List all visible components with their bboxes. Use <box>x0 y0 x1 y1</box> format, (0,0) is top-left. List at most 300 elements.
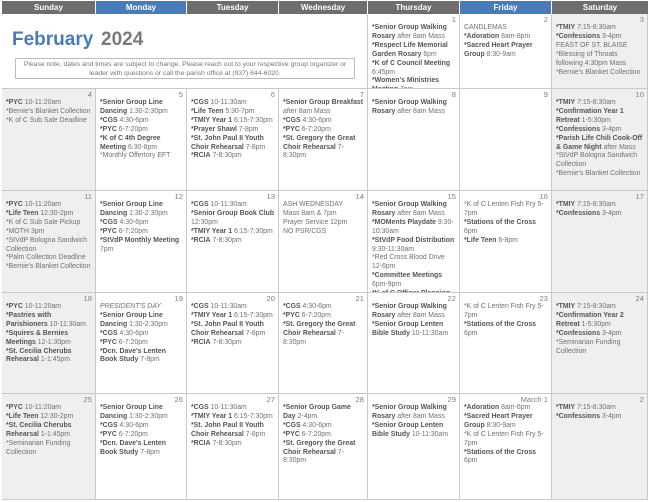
event-detail: 6pm <box>464 457 478 465</box>
event-detail: 6-7:20pm <box>116 125 148 133</box>
event-detail: 1:30-2:30pm <box>127 412 168 420</box>
day-number: 14 <box>355 192 364 201</box>
event-item <box>556 108 644 126</box>
event-item <box>283 201 364 210</box>
event-item <box>6 413 92 422</box>
event-item <box>191 422 275 440</box>
event-item <box>191 321 275 339</box>
event-title: *TMIY Year 1 <box>191 311 233 319</box>
event-detail: *Seminarian Funding Collection <box>6 439 71 456</box>
day-number: 20 <box>266 294 275 303</box>
event-detail: 2-4pm <box>295 412 318 420</box>
event-list <box>464 24 548 60</box>
event-item <box>6 201 92 210</box>
day-number: 10 <box>635 90 644 99</box>
event-title: *Sacred Heart Prayer Group <box>464 41 533 58</box>
event-detail: 6pm <box>464 329 478 337</box>
event-detail: 12-1:30pm <box>35 338 71 346</box>
event-detail: *Bernie's Blanket Collection <box>556 68 641 76</box>
event-item <box>283 321 364 348</box>
event-item <box>100 312 183 330</box>
event-title: *CGS <box>283 116 301 124</box>
event-detail: 6:15-7:30pm <box>232 412 273 420</box>
day-number: 11 <box>84 192 92 201</box>
day-number: 7 <box>359 90 364 99</box>
event-detail: *Monthly Offertory EFT <box>100 152 171 160</box>
event-title: *Senior Group Line Dancing <box>100 201 163 217</box>
event-item <box>464 201 548 219</box>
event-title: *Confessions <box>556 32 601 40</box>
event-list <box>283 303 364 348</box>
day-number: 15 <box>447 192 456 201</box>
event-item <box>372 254 456 272</box>
event-item <box>100 431 183 440</box>
event-detail: 7:15-8:30am <box>575 201 616 208</box>
event-detail: 9:30-11:30am <box>372 245 415 253</box>
day-number: 24 <box>635 294 644 303</box>
event-detail: 7-8:30pm <box>210 439 242 447</box>
event-detail: ASH WEDNESDAY <box>283 201 343 208</box>
event-item <box>372 42 456 60</box>
event-title: *PYC <box>283 430 300 438</box>
event-item <box>191 152 275 161</box>
day-header-sunday: Sunday <box>2 1 95 14</box>
event-item <box>6 330 92 348</box>
event-title: *Confessions <box>556 209 601 217</box>
day-number: 4 <box>87 90 92 99</box>
day-header-saturday: Saturday <box>552 1 648 14</box>
day-cell <box>279 191 368 293</box>
event-detail: 8am-6pm <box>499 404 531 411</box>
event-title: *CGS <box>100 218 118 226</box>
event-title: *Life Teen <box>6 209 39 217</box>
day-cell <box>187 293 279 394</box>
event-detail: 7:15-8:30am <box>575 24 616 31</box>
event-list <box>191 404 275 449</box>
event-detail: 7-8:30pm <box>283 143 344 160</box>
event-detail: 7-8pm <box>138 448 160 456</box>
event-detail: after 8am Mass <box>395 209 445 217</box>
event-title: *PYC <box>100 125 117 133</box>
day-cell <box>368 14 460 89</box>
event-title: *Senior Group Walking Rosary <box>372 404 447 420</box>
event-detail: 3-4pm <box>600 125 622 133</box>
event-item <box>100 339 183 348</box>
event-item <box>6 219 92 228</box>
day-number: 22 <box>447 294 456 303</box>
event-item <box>191 312 275 321</box>
event-item <box>100 440 183 458</box>
day-cell <box>2 394 96 500</box>
event-item <box>464 404 548 413</box>
event-detail: *StVdP Bologna Sandwich Collection <box>556 152 638 169</box>
event-title: *Senior Group Line Dancing <box>100 99 163 115</box>
event-title: *Senior Group Breakfast <box>283 99 364 106</box>
event-detail: 3-4pm <box>600 209 622 217</box>
day-cell <box>460 293 552 394</box>
year-title: 2024 <box>101 29 144 50</box>
event-title: *PYC <box>6 201 23 208</box>
event-detail: 7:15-8:30am <box>575 303 616 310</box>
day-cell <box>552 14 648 89</box>
event-title: *Life Teen <box>6 412 39 420</box>
event-title: *CGS <box>100 116 118 124</box>
event-item <box>191 135 275 153</box>
day-cell <box>552 394 648 500</box>
event-title: *St. Gregory the Great Choir Rehearsal <box>283 320 356 337</box>
event-detail: after 8am Mass <box>395 412 445 420</box>
event-item <box>6 99 92 108</box>
day-number: 25 <box>83 395 92 404</box>
event-list <box>283 99 364 161</box>
event-item <box>191 413 275 422</box>
event-item <box>556 170 644 179</box>
event-item <box>191 108 275 117</box>
event-item <box>556 201 644 210</box>
event-item <box>6 348 92 366</box>
event-title: *K of C 4th Degree Meeting <box>100 134 161 151</box>
event-title: *TMIY Year 1 <box>191 116 233 124</box>
month-banner <box>2 14 368 89</box>
day-cell <box>552 89 648 191</box>
event-detail: 7:15-8:30am <box>575 404 616 411</box>
day-header-monday: Monday <box>96 1 186 14</box>
event-detail: 3-4pm <box>600 32 622 40</box>
event-list <box>283 404 364 466</box>
event-title: *CGS <box>191 404 209 411</box>
event-item <box>6 228 92 237</box>
day-cell <box>187 394 279 500</box>
event-list <box>556 404 644 422</box>
event-detail: 5:30-7pm <box>223 107 255 115</box>
event-title: *Parish Life Chili Cook-Off & Game Night <box>556 134 643 151</box>
event-item <box>464 33 548 42</box>
event-item <box>100 228 183 237</box>
event-item <box>6 254 92 263</box>
day-number: 29 <box>447 395 456 404</box>
event-detail: FEAST OF ST. BLAISE <box>556 41 628 49</box>
event-title: *St. Gregory the Great Choir Rehearsal <box>283 134 356 151</box>
event-title: *Senior Group Lenten Bible Study <box>372 320 444 337</box>
event-detail: 1:30-2:30pm <box>127 209 168 217</box>
event-item <box>6 440 92 458</box>
event-list <box>372 201 456 293</box>
event-detail: 7-8:30pm <box>283 329 344 346</box>
day-cell <box>460 394 552 500</box>
event-item <box>6 422 92 440</box>
event-list <box>6 404 92 457</box>
event-item <box>556 404 644 413</box>
day-number: 27 <box>266 395 275 404</box>
event-detail: 6-7:20pm <box>299 430 331 438</box>
event-title: *Committee Meetings <box>372 272 443 280</box>
day-number: 28 <box>355 395 364 404</box>
event-title: *CGS <box>283 303 301 310</box>
event-title: *Senior Group Game Day <box>283 404 351 420</box>
event-list <box>556 24 644 77</box>
event-detail: 4:30-6pm <box>300 303 332 310</box>
event-title: *PYC <box>283 125 300 133</box>
event-detail: 10-11:20am <box>22 303 62 310</box>
event-title: *Dcn. Dave's Lenten Book Study <box>100 439 166 456</box>
event-title: *Senior Group Lenten Bible Study <box>372 421 444 438</box>
event-detail: *K of C Lenten Fish Fry 5-7pm <box>464 430 544 447</box>
event-list <box>464 303 548 339</box>
event-detail: PRESIDENT'S DAY <box>100 303 161 310</box>
event-item <box>191 303 275 312</box>
event-detail: 6-7:20pm <box>299 125 331 133</box>
event-detail: 10-11:20am <box>22 201 62 208</box>
event-detail: 6:30-8pm <box>126 143 158 151</box>
event-detail: 6-7:20pm <box>116 430 148 438</box>
event-detail: Prayer Service 12pm <box>283 218 348 226</box>
event-item <box>100 422 183 431</box>
event-item <box>100 117 183 126</box>
event-title: *St. John Paul II Youth Choir Rehearsal <box>191 320 264 337</box>
event-item <box>283 219 364 228</box>
day-header-thursday: Thursday <box>368 1 459 14</box>
event-detail: 4:30-6pm <box>117 116 149 124</box>
event-detail: 1-1:45pm <box>38 356 70 364</box>
event-detail: 6:15-7:30pm <box>232 116 273 124</box>
event-detail: 10-11:30am <box>47 320 86 328</box>
event-item <box>283 312 364 321</box>
day-cell <box>2 191 96 293</box>
event-detail: *Bernie's Blanket Collection <box>6 107 91 115</box>
event-detail: after 8am Mass <box>395 32 445 40</box>
event-detail: 6-7:20pm <box>116 227 148 235</box>
day-number: 6 <box>270 90 275 99</box>
event-item <box>100 126 183 135</box>
event-detail: Mass 8am & 7pm <box>283 209 337 217</box>
event-title: *St. Cecilia Cherubs Rehearsal <box>6 421 72 438</box>
event-detail: 4:30-6pm <box>117 329 149 337</box>
event-title: *Stations of the Cross <box>464 320 536 328</box>
event-detail: 6:15-7:30pm <box>232 227 273 235</box>
day-cell <box>552 293 648 394</box>
day-number: 23 <box>539 294 548 303</box>
event-title: *St. Cecilia Cherubs Rehearsal <box>6 347 72 364</box>
event-item <box>6 237 92 255</box>
event-detail: 7:15-8:30am <box>575 99 616 106</box>
event-detail: *MOTH 3pm <box>6 227 45 235</box>
day-number: 17 <box>635 192 644 201</box>
event-detail: 10-11:30am <box>208 201 247 208</box>
event-item <box>556 339 644 357</box>
event-detail: *K of C Sub Sale Pickup <box>6 218 81 226</box>
day-number: 9 <box>543 90 548 99</box>
day-cell <box>368 394 460 500</box>
event-item <box>191 228 275 237</box>
event-detail: 4:30-6pm <box>300 116 332 124</box>
event-item <box>100 201 183 219</box>
event-item <box>191 99 275 108</box>
event-list <box>6 99 92 126</box>
event-list <box>100 99 183 161</box>
event-title: *Prayer Shawl <box>191 125 237 133</box>
event-item <box>372 24 456 42</box>
event-title: *K of C Council Meeting <box>372 59 451 67</box>
event-item <box>464 321 548 339</box>
day-cell <box>96 394 187 500</box>
event-item <box>464 24 548 33</box>
day-header-wednesday: Wednesday <box>279 1 367 14</box>
event-item <box>191 237 275 246</box>
event-item <box>372 303 456 321</box>
event-title: *Confessions <box>556 412 601 420</box>
event-item <box>283 117 364 126</box>
event-item <box>556 135 644 153</box>
day-number: 26 <box>174 395 183 404</box>
event-title: *Senior Group Walking Rosary <box>372 24 447 40</box>
event-item <box>100 303 183 312</box>
event-item <box>464 303 548 321</box>
day-cell <box>279 293 368 394</box>
event-detail: 9:30-10:30am <box>372 218 454 235</box>
event-item <box>283 228 364 237</box>
event-list <box>464 201 548 246</box>
event-item <box>556 24 644 33</box>
event-detail: 6:15-7:30pm <box>232 311 273 319</box>
month-title: February <box>12 29 94 50</box>
event-item <box>100 404 183 422</box>
event-title: *TMIY <box>556 404 576 411</box>
event-list <box>372 303 456 339</box>
event-item <box>191 201 275 210</box>
day-cell <box>460 14 552 89</box>
event-list <box>372 24 456 89</box>
event-detail: 6-7:20pm <box>116 338 148 346</box>
event-detail: 1:30-2:30pm <box>127 320 168 328</box>
day-header-tuesday: Tuesday <box>187 1 278 14</box>
event-title: *Stations of the Cross <box>464 448 536 456</box>
event-title: *Life Teen <box>191 107 224 115</box>
event-list <box>283 201 364 237</box>
event-detail: 6pm <box>464 227 478 235</box>
event-list <box>372 99 456 117</box>
event-title: *Life Teen <box>464 236 497 244</box>
event-item <box>372 77 456 89</box>
event-item <box>556 413 644 422</box>
event-list <box>6 303 92 365</box>
event-detail: after Mass <box>601 143 636 151</box>
event-title: *Respect Life Memorial Garden Rosary <box>372 41 448 58</box>
event-list <box>556 99 644 179</box>
event-item <box>556 152 644 170</box>
event-item <box>283 422 364 431</box>
event-list <box>372 404 456 440</box>
event-item <box>372 60 456 78</box>
day-cell <box>2 293 96 394</box>
day-cell <box>368 89 460 191</box>
event-item <box>6 303 92 312</box>
event-item <box>283 126 364 135</box>
event-title: *Dcn. Dave's Lenten Book Study <box>100 347 166 364</box>
event-title: *Senior Group Walking Rosary <box>372 201 447 217</box>
event-title: *Senior Group Line Dancing <box>100 311 163 328</box>
event-title: *TMIY <box>556 303 576 310</box>
event-item <box>556 42 644 51</box>
event-title: *St. Gregory the Great Choir Rehearsal <box>283 439 356 456</box>
event-detail: 12:30pm <box>191 218 218 226</box>
event-detail: 10-11:30am <box>208 303 247 310</box>
event-item <box>283 431 364 440</box>
event-title: *CGS <box>283 421 301 429</box>
event-detail: 10-11:30am <box>409 430 449 438</box>
event-item <box>191 404 275 413</box>
event-title: *CGS <box>191 201 209 208</box>
event-detail: 6pm-9pm <box>372 281 402 289</box>
day-cell <box>96 89 187 191</box>
day-number: 19 <box>174 294 183 303</box>
event-item <box>283 404 364 422</box>
day-cell <box>460 191 552 293</box>
event-detail: *K of C Lenten Fish Fry 5-7pm <box>464 303 544 319</box>
event-detail: 6pm <box>421 50 437 58</box>
event-title: *Senior Group Line Dancing <box>100 404 163 420</box>
event-title: *Confessions <box>556 329 601 337</box>
event-list <box>556 303 644 356</box>
event-item <box>6 263 92 272</box>
event-detail: *K of C Sub Sale Deadline <box>6 116 87 124</box>
event-item <box>372 237 456 255</box>
event-item <box>6 117 92 126</box>
event-list <box>100 303 183 365</box>
event-title: *MOMents Playdate <box>372 218 436 226</box>
event-item <box>556 99 644 108</box>
event-item <box>464 219 548 237</box>
event-detail: 6-8pm <box>496 236 518 244</box>
event-title: *Women's Ministries <box>372 77 439 85</box>
event-item <box>283 440 364 467</box>
day-cell <box>2 89 96 191</box>
event-title: *CGS <box>191 303 209 310</box>
event-item <box>100 152 183 161</box>
event-item <box>556 51 644 69</box>
event-list <box>191 303 275 348</box>
event-detail: CANDLEMAS <box>464 24 507 31</box>
event-item <box>556 69 644 78</box>
day-number: 5 <box>178 90 183 99</box>
event-detail: 4:30-6pm <box>300 421 332 429</box>
event-title: *TMIY <box>556 24 576 31</box>
event-detail: *Palm Collection Deadline <box>6 254 86 262</box>
event-item <box>372 422 456 440</box>
event-title: *TMIY Year 1 <box>191 227 233 235</box>
day-header-friday: Friday <box>460 1 551 14</box>
event-item <box>100 219 183 228</box>
event-item <box>6 404 92 413</box>
event-title: *RCIA <box>191 338 211 346</box>
event-title: *RCIA <box>191 152 211 160</box>
event-item <box>6 312 92 330</box>
day-cell <box>368 191 460 293</box>
event-detail: 10-11:30am <box>409 329 449 337</box>
day-number: 2 <box>543 15 548 24</box>
event-item <box>556 303 644 312</box>
event-item <box>100 330 183 339</box>
event-detail: 1-1:45pm <box>38 430 70 438</box>
event-detail: 8am-8pm <box>499 32 531 40</box>
event-detail: 6:45pm <box>372 68 395 76</box>
event-item <box>191 210 275 228</box>
event-list <box>191 201 275 246</box>
event-title: *PYC <box>6 404 23 411</box>
event-detail: 3-4pm <box>600 329 622 337</box>
event-detail: *Bernie's Blanket Collection <box>556 170 641 178</box>
event-item <box>100 237 183 255</box>
event-title: *StVdP Monthly Meeting <box>100 236 180 244</box>
